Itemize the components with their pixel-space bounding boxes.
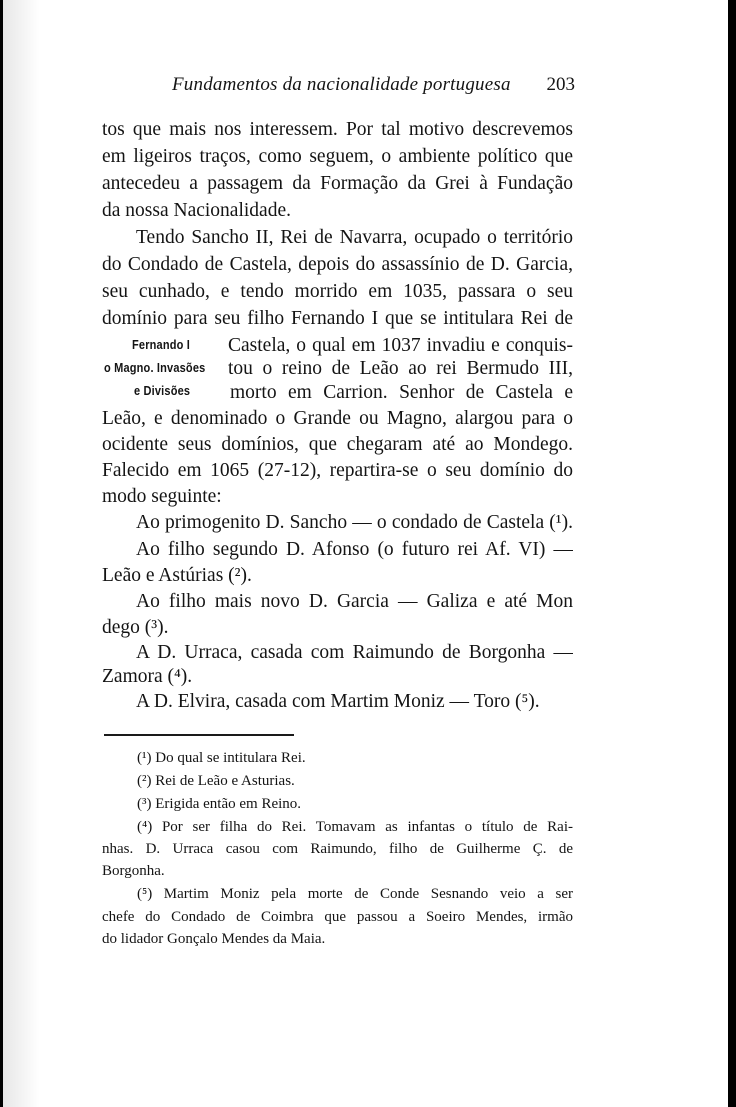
margin-note: o Magno. Invasões: [104, 361, 206, 375]
page-number: 203: [546, 74, 575, 95]
footnote: chefe do Condado de Coimbra que passou a Soeiro Mendes, irmão: [102, 909, 573, 925]
body-line: Tendo Sancho II, Rei de Navarra, ocupado o território: [136, 227, 573, 248]
margin-note: e Divisões: [134, 384, 191, 398]
body-line: Castela, o qual em 1037 invadiu e conquis-: [228, 335, 573, 356]
page-gutter-shadow: [0, 0, 40, 1107]
body-line: antecedeu a passagem da Formação da Grei à Fundação: [102, 173, 573, 194]
running-title: Fundamentos da nacionalidade portuguesa: [172, 74, 511, 95]
body-line: ocidente seus domínios, que chegaram até ao Mondego.: [102, 434, 573, 455]
body-line: seu cunhado, e tendo morrido em 1035, passara o seu: [102, 281, 573, 302]
scan-right-edge: [728, 0, 736, 1107]
footnote: (²) Rei de Leão e Asturias.: [137, 773, 295, 789]
body-line: dego (³).: [102, 617, 169, 638]
body-line: do Condado de Castela, depois do assassínio de D. Garcia,: [102, 254, 573, 275]
body-line: tos que mais nos interessem. Por tal motivo descrevemos: [102, 119, 573, 140]
scan-left-edge: [0, 0, 3, 1107]
footnote: Borgonha.: [102, 863, 165, 879]
body-line: Falecido em 1065 (27-12), repartira-se o seu domínio do: [102, 460, 573, 481]
body-line: Ao primogenito D. Sancho — o condado de Castela (¹).: [136, 512, 573, 533]
body-line: A D. Urraca, casada com Raimundo de Borgonha —: [136, 642, 573, 663]
body-line: da nossa Nacionalidade.: [102, 200, 291, 221]
footnote: (⁴) Por ser filha do Rei. Tomavam as infantas o título de Rai-: [137, 819, 573, 835]
footnote: (⁵) Martim Moniz pela morte de Conde Sesnando veio a ser: [137, 886, 573, 902]
body-line: tou o reino de Leão ao rei Bermudo III,: [228, 358, 573, 379]
body-line: morto em Carrion. Senhor de Castela e: [230, 382, 573, 403]
body-line: A D. Elvira, casada com Martim Moniz — Toro (⁵).: [136, 691, 540, 712]
footnote: (¹) Do qual se intitulara Rei.: [137, 750, 306, 766]
body-line: modo seguinte:: [102, 486, 222, 507]
body-line: Leão e Astúrias (²).: [102, 565, 252, 586]
body-line: Ao filho mais novo D. Garcia — Galiza e até Mon: [136, 591, 573, 612]
footnote-divider: [104, 734, 294, 736]
running-header: [100, 72, 575, 102]
footnote: (³) Erigida então em Reino.: [137, 796, 302, 812]
margin-note: Fernando I: [132, 338, 190, 352]
body-line: Ao filho segundo D. Afonso (o futuro rei Af. VI) —: [136, 539, 573, 560]
footnote: do lidador Gonçalo Mendes da Maia.: [102, 931, 326, 947]
body-line: Leão, e denominado o Grande ou Magno, alargou para o: [102, 408, 573, 429]
body-line: Zamora (⁴).: [102, 666, 193, 687]
body-line: domínio para seu filho Fernando I que se intitulara Rei de: [102, 308, 573, 329]
footnote: nhas. D. Urraca casou com Raimundo, filho de Guilherme Ç. de: [102, 841, 573, 857]
body-line: em ligeiros traços, como seguem, o ambiente político que: [102, 146, 573, 167]
